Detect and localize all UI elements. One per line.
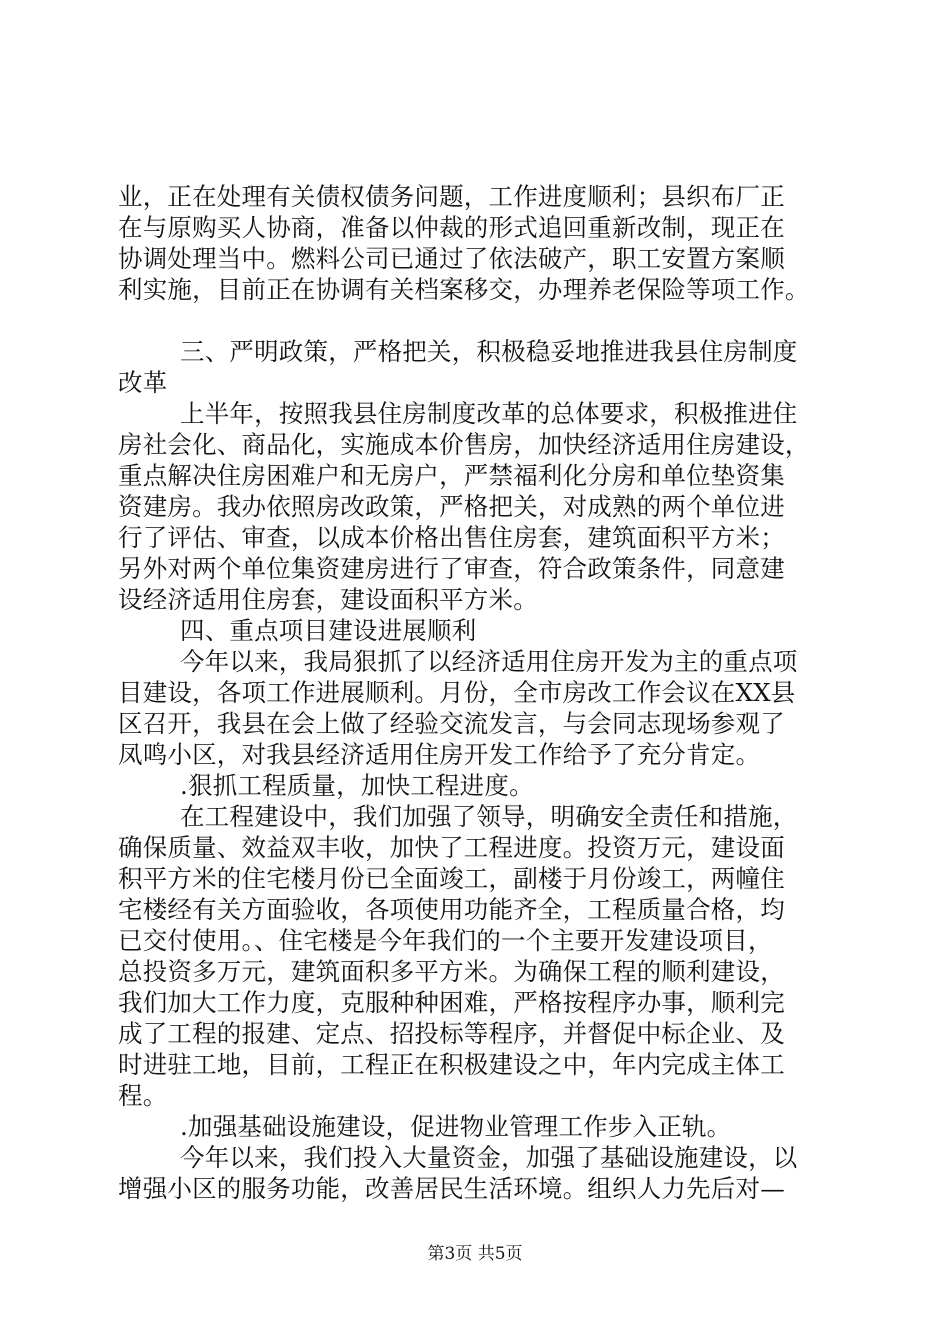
- section-heading: 三、严明政策，严格把关，积极稳妥地推进我县住房制度: [180, 337, 798, 366]
- text-line: 另外对两个单位集资建房进行了审查，符合政策条件，同意建: [118, 554, 785, 583]
- text-line: 资建房。我办依照房改政策，严格把关，对成熟的两个单位进: [118, 492, 785, 521]
- text-line: 利实施，目前正在协调有关档案移交，办理养老保险等项工作。: [118, 275, 810, 304]
- text-line: 区召开，我县在会上做了经验交流发言，与会同志现场参观了: [118, 709, 785, 738]
- section-heading: 四、重点项目建设进展顺利: [180, 616, 477, 645]
- text-line: 在工程建设中，我们加强了领导，明确安全责任和措施，: [180, 802, 798, 831]
- text-line: 今年以来，我局狠抓了以经济适用住房开发为主的重点项: [180, 647, 798, 676]
- text-line: 在与原购买人协商，准备以仲裁的形式追回重新改制，现正在: [118, 213, 785, 242]
- text-line: 设经济适用住房套，建设面积平方米。: [118, 585, 538, 614]
- text-line: 时进驻工地，目前，工程正在积极建设之中，年内完成主体工: [118, 1050, 785, 1079]
- text-line: 成了工程的报建、定点、招投标等程序，并督促中标企业、及: [118, 1019, 785, 1048]
- section-heading: 改革: [118, 368, 168, 397]
- text-line: 已交付使用。、住宅楼是今年我们的一个主要开发建设项目，: [118, 926, 773, 955]
- sub-heading: .狠抓工程质量，加快工程进度。: [180, 771, 534, 800]
- text-line: 凤鸣小区，对我县经济适用住房开发工作给予了充分肯定。: [118, 740, 761, 769]
- text-line: 今年以来，我们投入大量资金，加强了基础设施建设，以: [180, 1143, 798, 1172]
- text-line: 目建设，各项工作进展顺利。月份，全市房改工作会议在XX县: [118, 678, 796, 707]
- page-number-footer: 第3页 共5页: [427, 1244, 523, 1264]
- text-line: 积平方米的住宅楼月份已全面竣工，副楼于月份竣工，两幢住: [118, 864, 785, 893]
- text-line: 程。: [118, 1081, 168, 1110]
- sub-heading: .加强基础设施建设，促进物业管理工作步入正轨。: [180, 1112, 732, 1141]
- text-line: 宅楼经有关方面验收，各项使用功能齐全，工程质量合格，均: [118, 895, 785, 924]
- text-line: 行了评估、审查，以成本价格出售住房套，建筑面积平方米；: [118, 523, 785, 552]
- text-line: 增强小区的服务功能，改善居民生活环境。组织人力先后对—: [118, 1174, 785, 1203]
- text-line: 确保质量、效益双丰收，加快了工程进度。投资万元，建设面: [118, 833, 785, 862]
- text-line: 房社会化、商品化，实施成本价售房，加快经济适用住房建设，: [118, 430, 810, 459]
- text-line: 业，正在处理有关债权债务问题，工作进度顺利；县织布厂正: [118, 182, 785, 211]
- text-line: 我们加大工作力度，克服种种困难，严格按程序办事，顺利完: [118, 988, 785, 1017]
- text-line: 协调处理当中。燃料公司已通过了依法破产，职工安置方案顺: [118, 244, 785, 273]
- text-line: 重点解决住房困难户和无房户，严禁福利化分房和单位垫资集: [118, 461, 785, 490]
- text-line: 总投资多万元，建筑面积多平方米。为确保工程的顺利建设，: [118, 957, 785, 986]
- text-line: 上半年，按照我县住房制度改革的总体要求，积极推进住: [180, 399, 798, 428]
